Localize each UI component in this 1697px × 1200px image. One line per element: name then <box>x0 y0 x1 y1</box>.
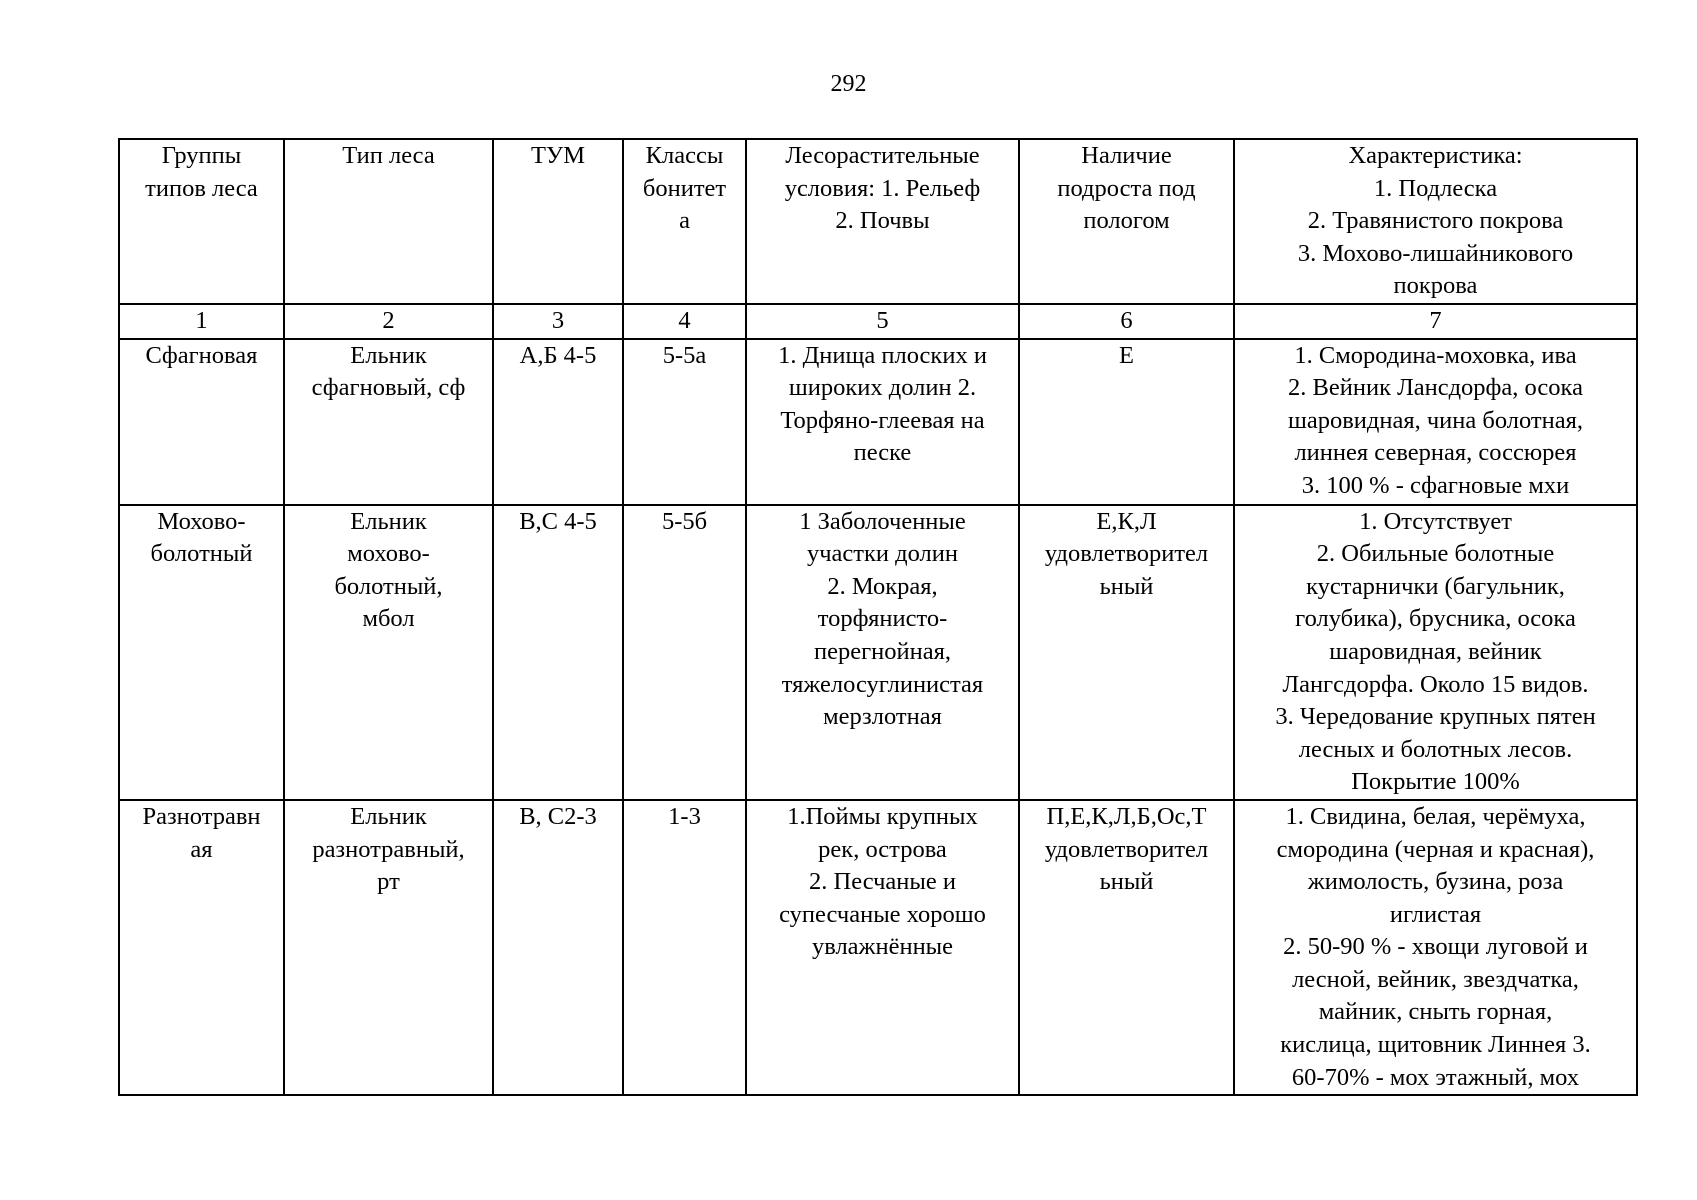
forest-types-table <box>118 138 1638 1096</box>
table-cell: Сфагновая <box>119 339 284 505</box>
table-row <box>119 339 1637 505</box>
table-cell: В, С2-3 <box>493 800 623 1095</box>
table-cell: Ельник мохово- болотный, мбол <box>284 505 493 800</box>
column-number-cell: 6 <box>1019 304 1234 339</box>
header-cell-forest-type: Тип леса <box>284 139 493 304</box>
page-number: 292 <box>830 71 867 97</box>
table-cell: 5-5б <box>623 505 746 800</box>
table-cell: Ельник сфагновый, сф <box>284 339 493 505</box>
table-cell: П,Е,К,Л,Б,Ос,Т удовлетворител ьный <box>1019 800 1234 1095</box>
table-cell: 1. Свидина, белая, черёмуха, смородина (черная и красная), жимолость, бузина, роза иглистая 2. 50-90 % - хвощи луговой и лесной, вейник, звездчатка, майник, сныть горная, кислица, щитовник Линнея 3. 60-70% - мох этажный, мох <box>1234 800 1637 1095</box>
table-cell: 1-3 <box>623 800 746 1095</box>
header-cell-undergrowth: Наличие подроста под пологом <box>1019 139 1234 304</box>
table-cell: Разнотравн ая <box>119 800 284 1095</box>
column-number-cell: 7 <box>1234 304 1637 339</box>
table-cell: 1. Отсутствует 2. Обильные болотные кустарнички (багульник, голубика), брусника, осока шаровидная, вейник Лангсдорфа. Около 15 видов. 3. Чередование крупных пятен лесных и болотных лесов. Покрытие 100% <box>1234 505 1637 800</box>
column-number-cell: 2 <box>284 304 493 339</box>
column-number-row <box>119 304 1637 339</box>
table-row <box>119 505 1637 800</box>
column-number-cell: 3 <box>493 304 623 339</box>
table-cell: 5-5а <box>623 339 746 505</box>
header-cell-tum: ТУМ <box>493 139 623 304</box>
table-cell: 1. Смородина-моховка, ива 2. Вейник Лансдорфа, осока шаровидная, чина болотная, линнея северная, соссюрея 3. 100 % - сфагновые мхи <box>1234 339 1637 505</box>
column-number-cell: 4 <box>623 304 746 339</box>
table-cell: 1. Днища плоских и широких долин 2. Торфяно-глеевая на песке <box>746 339 1019 505</box>
table-cell: Е,К,Л удовлетворител ьный <box>1019 505 1234 800</box>
table-row <box>119 800 1637 1095</box>
header-cell-bonitet-classes: Классы бонитет а <box>623 139 746 304</box>
table-cell: 1 Заболоченные участки долин 2. Мокрая, торфянисто- перегнойная, тяжелосуглинистая мерзлотная <box>746 505 1019 800</box>
column-number-cell: 5 <box>746 304 1019 339</box>
header-cell-growing-conditions: Лесорастительные условия: 1. Рельеф 2. Почвы <box>746 139 1019 304</box>
table-cell: Е <box>1019 339 1234 505</box>
table-cell: А,Б 4-5 <box>493 339 623 505</box>
table-cell: 1.Поймы крупных рек, острова 2. Песчаные и супесчаные хорошо увлажнённые <box>746 800 1019 1095</box>
column-number-cell: 1 <box>119 304 284 339</box>
table-cell: Мохово- болотный <box>119 505 284 800</box>
table-cell: В,С 4-5 <box>493 505 623 800</box>
header-cell-characteristics: Характеристика: 1. Подлеска 2. Травянистого покрова 3. Мохово-лишайникового покрова <box>1234 139 1637 304</box>
table-header-row <box>119 139 1637 304</box>
table-cell: Ельник разнотравный, рт <box>284 800 493 1095</box>
header-cell-forest-groups: Группы типов леса <box>119 139 284 304</box>
